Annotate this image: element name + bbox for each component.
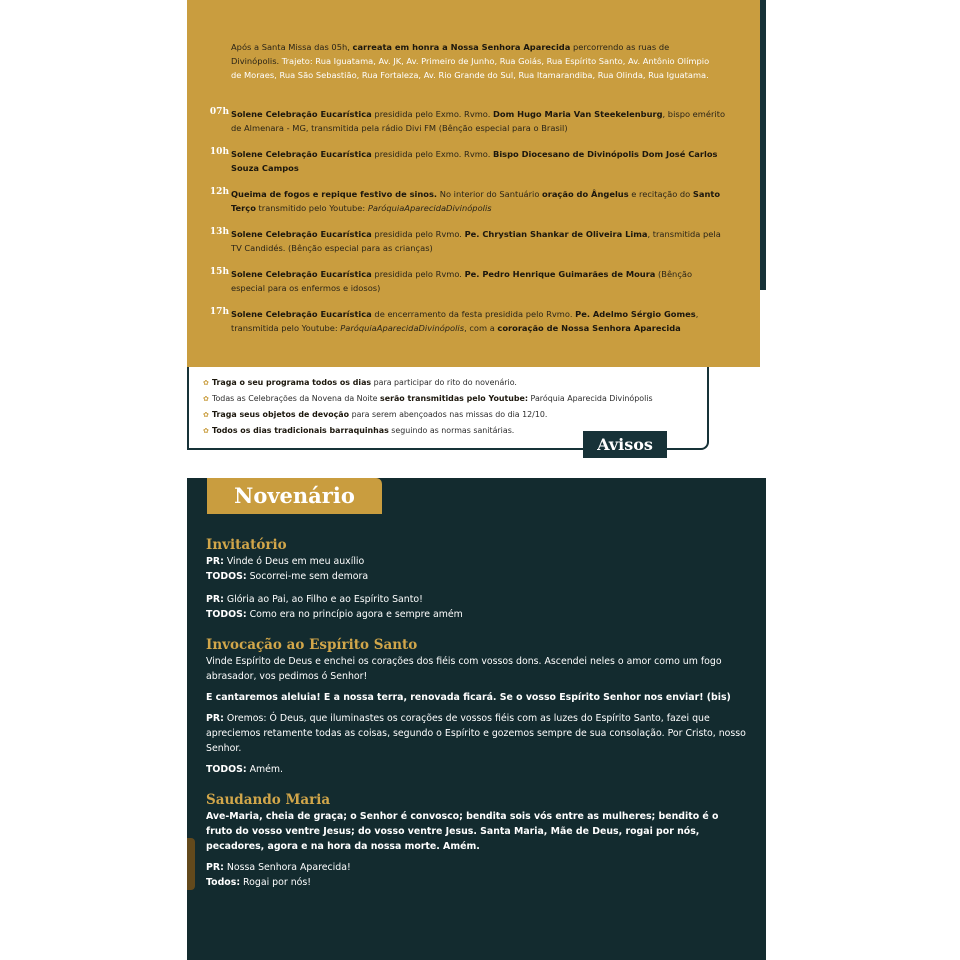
prayer-paragraph: PR: Oremos: Ó Deus, que iluminastes os corações de vossos fiéis com as luzes do Espírito Santo, fazei que apreciemos retamente todas as coisas, segundo o Espírito e gozemos sempre de sua consolação. Por Cristo, nosso Senhor. (206, 713, 746, 754)
prayer-line: PR: Nossa Senhora Aparecida! (206, 862, 351, 873)
invocacao-section (206, 636, 746, 777)
route-text: Trajeto: Rua Iguatama, Av. JK, Av. Primeiro de Junho, Rua Goiás, Rua Espírito Santo, Av. Antônio Olímpio de Moraes, Rua São Sebastião, Rua Fortaleza, Av. Rio Grande do Sul, Rua Itamarandiba, Rua Olinda, Rua Iguatama. (231, 56, 710, 81)
bullet-icon: ✿ (203, 379, 209, 387)
entry-time: 10h (209, 147, 229, 157)
entry-text: Solene Celebração Eucarística presidida pelo Exmo. Rvmo. Bispo Diocesano de Divinópolis Dom José Carlos Souza Campos (231, 149, 718, 174)
entry-time: 17h (209, 307, 229, 317)
entry-time: 15h (209, 267, 229, 277)
carreata-text (231, 40, 719, 83)
prayer-paragraph: Ave-Maria, cheia de graça; o Senhor é convosco; bendita sois vós entre as mulheres; bendito é o fruto do vosso ventre Jesus; do vosso ventre Jesus. Santa Maria, Mãe de Deus, rogai por nós, pecadores, agora e na hora da nossa morte. Amém. (206, 811, 719, 852)
prayer-refrain: E cantaremos aleluia! E a nossa terra, renovada ficará. Se o vosso Espírito Senhor nos enviar! (bis) (206, 692, 731, 703)
background-strip (760, 0, 766, 290)
entry-time: 07h (209, 107, 229, 117)
notice-item: ✿ Todas as Celebrações da Novena da Noite serão transmitidas pelo Youtube: Paróquia Aparecida Divinópolis (203, 391, 703, 407)
entry-text: Solene Celebração Eucarística de encerramento da festa presidida pelo Rvmo. Pe. Adelmo Sérgio Gomes, transmitida pelo Youtube: ParóquiaAparecidaDivinópolis, com a cororação de Nossa Senhora Aparecida (231, 309, 699, 334)
section-title: Saudando Maria (206, 792, 331, 808)
avisos-tab: Avisos (583, 431, 667, 458)
entry-time: 12h (209, 187, 229, 197)
prayer-paragraph: Vinde Espírito de Deus e enchei os corações dos fiéis com vossos dons. Ascendei neles o amor como um fogo abrasador, vos pedimos ó Senhor! (206, 656, 722, 682)
prayer-line: TODOS: Como era no princípio agora e sempre amém (206, 609, 463, 620)
prayer-line: TODOS: Amém. (206, 764, 284, 775)
entry-text: Queima de fogos e repique festivo de sinos. No interior do Santuário oração do Ângelus e recitação do Santo Terço transmitido pelo Youtube: ParóquiaAparecidaDivinópolis (231, 189, 721, 214)
prayer-line: PR: Vinde ó Deus em meu auxílio (206, 556, 365, 567)
invitatorio-section (206, 536, 746, 622)
notice-item: ✿ Todos os dias tradicionais barraquinhas seguindo as normas sanitárias. (203, 423, 703, 439)
entry-text: Solene Celebração Eucarística presidida pelo Exmo. Rvmo. Dom Hugo Maria Van Steekelenburg, bispo emérito de Almenara - MG, transmitida pela rádio Divi FM (Bênção especial para o Brasil) (231, 109, 726, 134)
novenario-section (187, 478, 766, 960)
notice-item: ✿ Traga o seu programa todos os dias para participar do rito do novenário. (203, 375, 703, 391)
prayer-line: TODOS: Socorrei-me sem demora (206, 571, 369, 582)
candle-decoration (187, 838, 195, 890)
entry-text: Solene Celebração Eucarística presidida pelo Rvmo. Pe. Chrystian Shankar de Oliveira Lima, transmitida pela TV Candidés. (Bênção especial para as crianças) (231, 229, 721, 254)
schedule-panel (187, 0, 760, 367)
intro-bold: carreata em honra a Nossa Senhora Aparecida (352, 42, 571, 52)
novenario-content (206, 536, 746, 900)
notice-item: ✿ Traga seus objetos de devoção para serem abençoados nas missas do dia 12/10. (203, 407, 703, 423)
intro-text-2: percorrendo as ruas de Divinópolis. (231, 42, 670, 67)
prayer-line: PR: Glória ao Pai, ao Filho e ao Espírito Santo! (206, 594, 423, 605)
section-title: Invocação ao Espírito Santo (206, 637, 418, 653)
saudando-section (206, 791, 746, 890)
prayer-line: Todos: Rogai por nós! (206, 877, 312, 888)
bullet-icon: ✿ (203, 395, 209, 403)
entry-text: Solene Celebração Eucarística presidida pelo Rvmo. Pe. Pedro Henrique Guimarães de Moura (Bênção especial para os enfermos e idosos) (231, 269, 693, 294)
bullet-icon: ✿ (203, 411, 209, 419)
entry-time: 13h (209, 227, 229, 237)
bullet-icon: ✿ (203, 427, 209, 435)
notices-list (203, 375, 703, 439)
novenario-title: Novenário (207, 478, 382, 514)
intro-text: Após a Santa Missa das 05h, (231, 42, 353, 52)
section-title: Invitatório (206, 537, 287, 553)
